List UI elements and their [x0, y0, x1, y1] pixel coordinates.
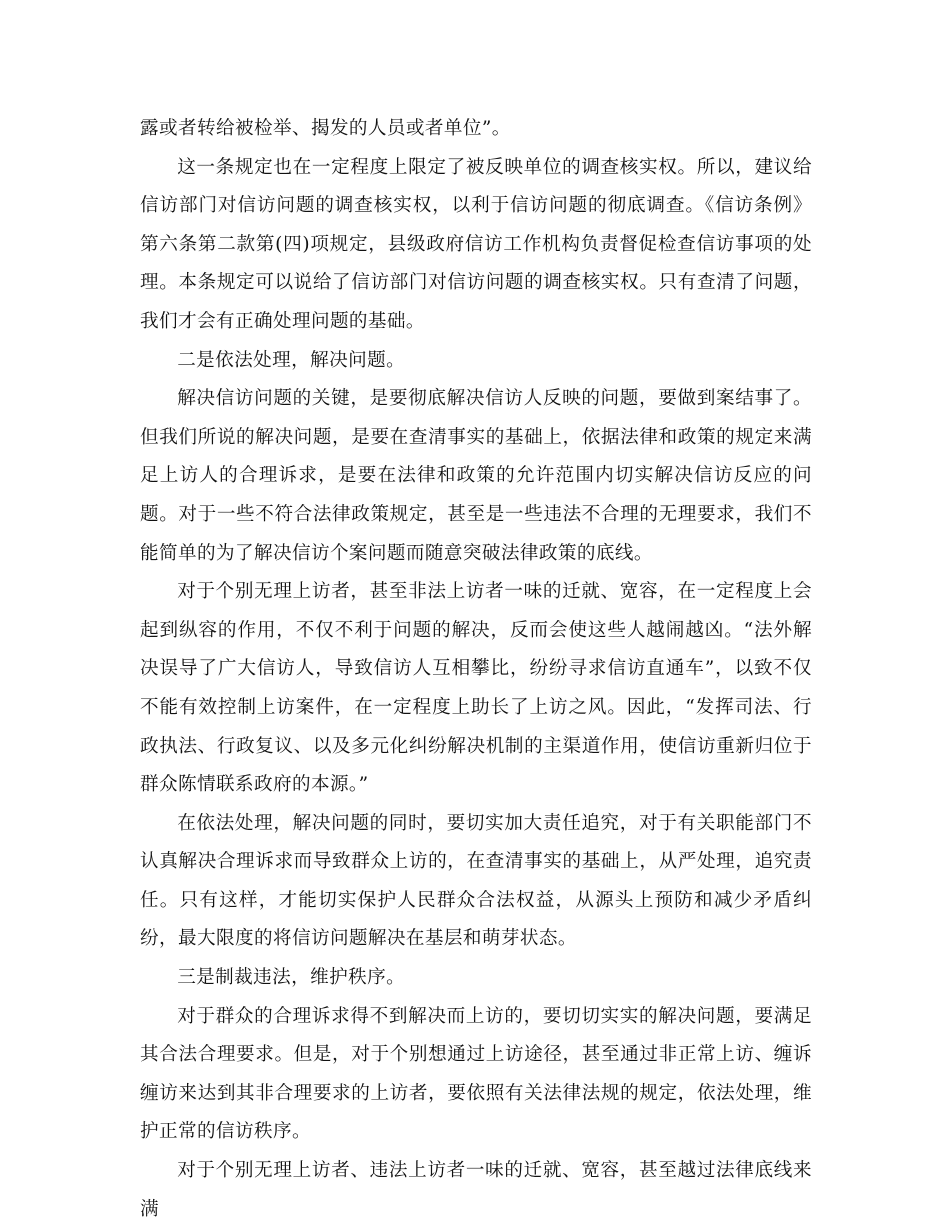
paragraph-2: 这一条规定也在一定程度上限定了被反映单位的调查核实权。所以，建议给信访部门对信访问题的调查核实权，以利于信访问题的彻底调查。《信访条例》第六条第二款第(四)项规定，县级政府信访工作机构负责督促检查信访事项的处理。本条规定可以说给了信访部门对信访问题的调查核实权。只有查清了问题，我们才会有正确处理问题的基础。: [140, 156, 812, 332]
paragraph-6: 对于群众的合理诉求得不到解决而上访的，要切切实实的解决问题，要满足其合法合理要求。但是，对于个别想通过上访途径，甚至通过非正常上访、缠诉缠访来达到其非合理要求的上访者，要依照有关法律法规的规定，依法处理，维护正常的信访秩序。: [140, 1005, 812, 1143]
paragraph-3: 解决信访问题的关键，是要彻底解决信访人反映的问题，要做到案结事了。但我们所说的解决问题，是要在查清事实的基础上，依据法律和政策的规定来满足上访人的合理诉求，是要在法律和政策的允许范围内切实解决信访反应的问题。对于一些不符合法律政策规定，甚至是一些违法不合理的无理要求，我们不能简单的为了解决信访个案问题而随意突破法律政策的底线。: [140, 388, 812, 564]
section-heading-3: 三是制裁违法，维护秩序。: [177, 967, 406, 989]
paragraph-4: 对于个别无理上访者，甚至非法上访者一味的迁就、宽容，在一定程度上会起到纵容的作用，不仅不利于问题的解决，反而会使这些人越闹越凶。“法外解决误导了广大信访人，导致信访人互相攀比，纷纷寻求信访直通车”，以致不仅不能有效控制上访案件，在一定程度上助长了上访之风。因此，“发挥司法、行政执法、行政复议、以及多元化纠纷解决机制的主渠道作用，使信访重新归位于群众陈情联系政府的本源。”: [140, 581, 812, 796]
paragraph-7: 对于个别无理上访者、违法上访者一味的迁就、宽容，甚至越过法律底线来满: [140, 1160, 812, 1220]
section-heading-2: 二是依法处理，解决问题。: [177, 349, 406, 371]
paragraph-1: 露或者转给被检举、揭发的人员或者单位”。: [140, 118, 511, 139]
document-body: [140, 110, 812, 1229]
paragraph-5: 在依法处理，解决问题的同时，要切实加大责任追究，对于有关职能部门不认真解决合理诉求而导致群众上访的，在查清事实的基础上，从严处理，追究责任。只有这样，才能切实保护人民群众合法权益，从源头上预防和减少矛盾纠纷，最大限度的将信访问题解决在基层和萌芽状态。: [140, 812, 812, 950]
